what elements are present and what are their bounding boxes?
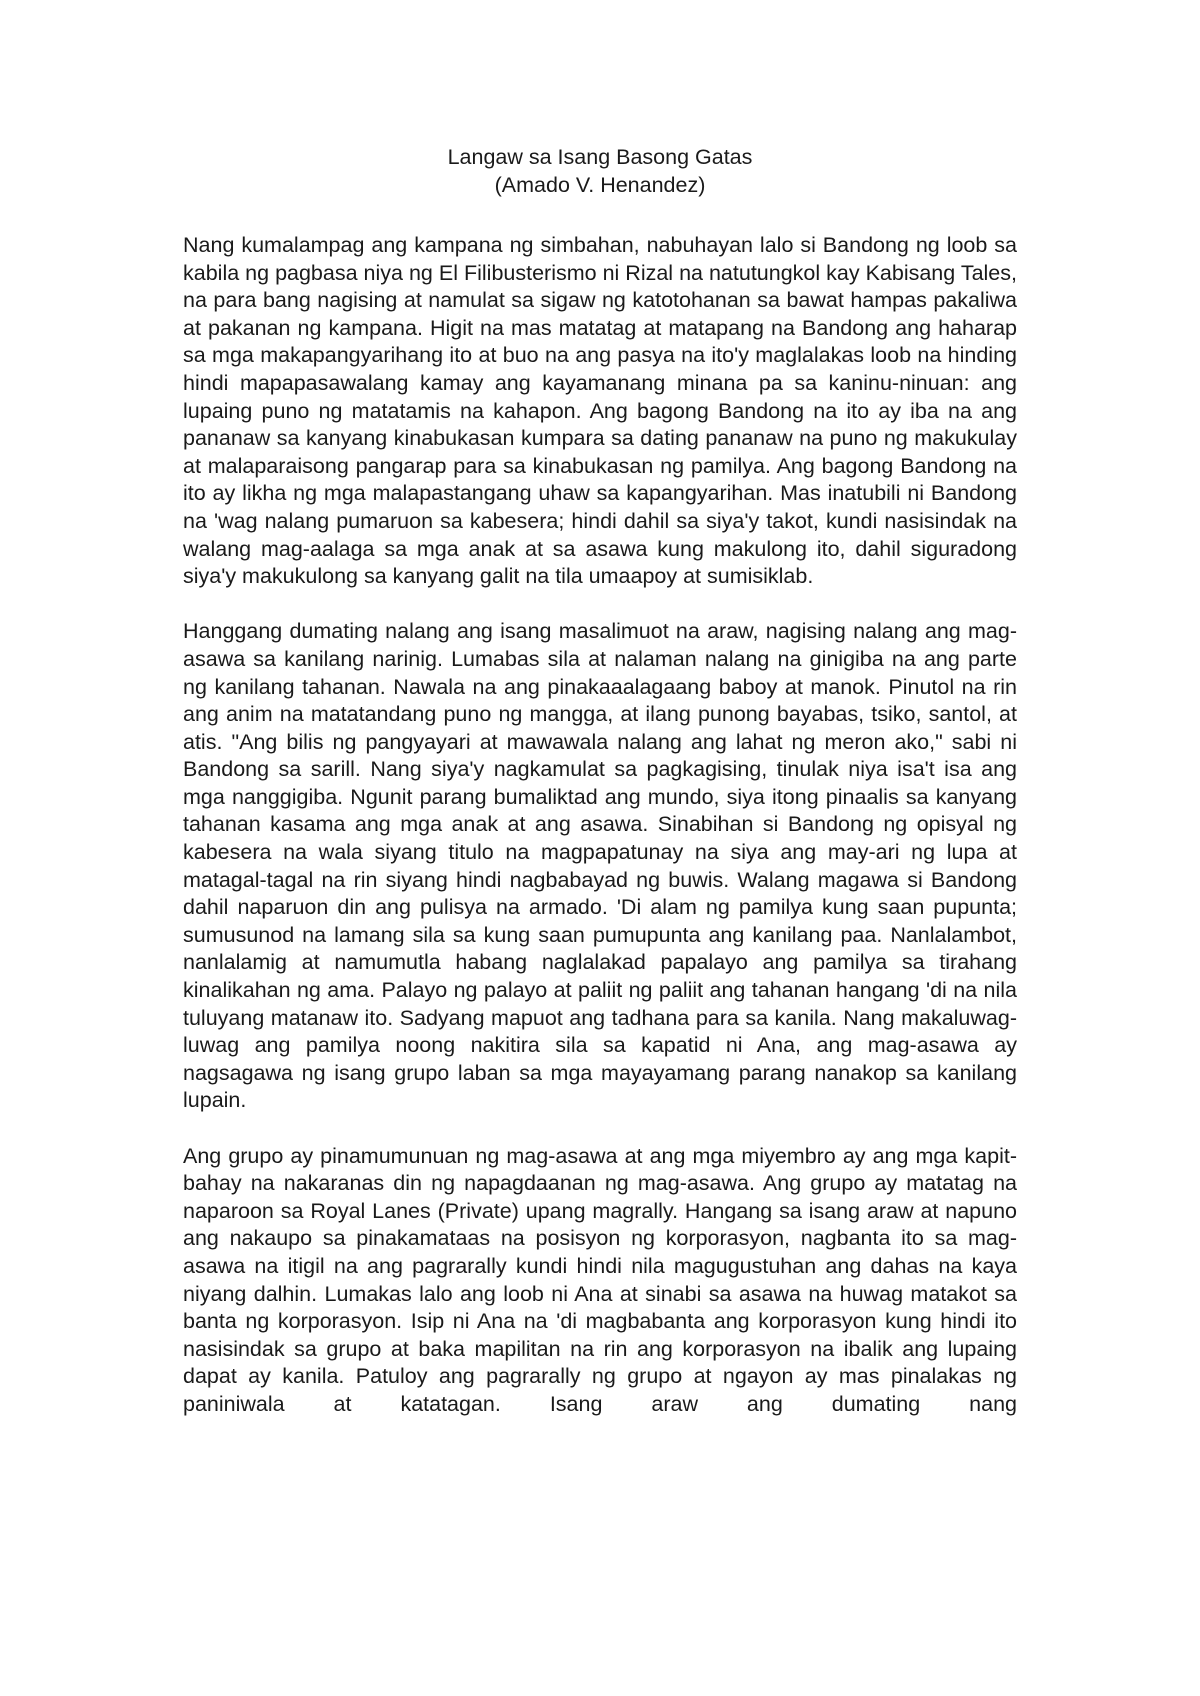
document-title: Langaw sa Isang Basong Gatas [447, 145, 753, 169]
paragraph-1: Nang kumalampag ang kampana ng simbahan, nabuhayan lalo si Bandong ng loob sa kabila ng pagbasa niya ng El Filibusterismo ni Rizal na natutungkol kay Kabisang Tales, na para bang nagising at namulat sa sigaw ng katotohanan sa bawat hampas pakaliwa at pakanan ng kampana. Higit na mas matatag at matapang na Bandong ang haharap sa mga makapangyarihang ito at buo na ang pasya na ito'y maglalakas loob na hinding hindi mapapasawalang kamay ang kayamanang minana pa sa kaninu-ninuan: ang lupaing puno ng matatamis na kahapon. Ang bagong Bandong na ito ay iba na ang pananaw sa kanyang kinabukasan kumpara sa dating pananaw na puno ng makukulay at malaparaisong pangarap para sa kinabukasan ng pamilya. Ang bagong Bandong na ito ay likha ng mga malapastangang uhaw sa kapangyarihan. Mas inatubili ni Bandong na 'wag nalang pumaruon sa kabesera; hindi dahil sa siya'y takot, kundi nasisindak na walang mag-aalaga sa mga anak at sa asawa kung makulong ito, dahil siguradong siya'y makukulong sa kanyang galit na tila umaapoy at sumisiklab. [183, 233, 1017, 589]
document-author: (Amado V. Henandez) [494, 173, 706, 197]
paragraph-2: Hanggang dumating nalang ang isang masalimuot na araw, nagising nalang ang mag-asawa sa kanilang narinig. Lumabas sila at nalaman nalang na ginigiba na ang parte ng kanilang tahanan. Nawala na ang pinakaaalagaang baboy at manok. Pinutol na rin ang anim na matatandang puno ng mangga, at ilang punong bayabas, tsiko, santol, at atis. "Ang bilis ng pangyayari at mawawala nalang ang lahat ng meron ako," sabi ni Bandong sa sarill. Nang siya'y nagkamulat sa pagkagising, tinulak niya isa't isa ang mga nanggigiba. Ngunit parang bumaliktad ang mundo, siya itong pinaalis sa kanyang tahanan kasama ang mga anak at ang asawa. Sinabihan si Bandong ng opisyal ng kabesera na wala siyang titulo na magpapatunay na siya ang may-ari ng lupa at matagal-tagal na rin siyang hindi nagbabayad ng buwis. Walang magawa si Bandong dahil naparuon din ang pulisya na armado. 'Di alam ng pamilya kung saan pupunta; sumusunod na lamang sila sa kung saan pumupunta ang kanilang paa. Nanlalambot, nanlalamig at namumutla habang naglalakad papalayo ang pamilya sa tirahang kinalikahan ng ama. Palayo ng palayo at paliit ng paliit ang tahanan hangang 'di na nila tuluyang matanaw ito. Sadyang mapuot ang tadhana para sa kanila. Nang makaluwag-luwag ang pamilya noong nakitira sila sa kapatid ni Ana, ang mag-asawa ay nagsagawa ng isang grupo laban sa mga mayayamang parang nanakop sa kanilang lupain. [183, 619, 1017, 1113]
document-body [183, 232, 1017, 1419]
paragraph-3: Ang grupo ay pinamumunuan ng mag-asawa at ang mga miyembro ay ang mga kapit-bahay na nakaranas din ng napagdaanan ng mag-asawa. Ang grupo ay matatag na naparoon sa Royal Lanes (Private) upang magrally. Hangang sa isang araw at napuno ang nakaupo sa pinakamataas na posisyon ng korporasyon, nagbanta ito sa mag-asawa na itigil na ang pagrarally kundi hindi nila magugustuhan ang dahas na kaya niyang dalhin. Lumakas lalo ang loob ni Ana at sinabi sa asawa na huwag matakot sa banta ng korporasyon. Isip ni Ana na 'di magbabanta ang korporasyon kung hindi ito nasisindak sa grupo at baka mapilitan na rin ang korporasyon na ibalik ang lupaing dapat ay kanila. Patuloy ang pagrarally ng grupo at ngayon ay mas pinalakas ng paniniwala at katatagan. Isang araw ang dumating nang [183, 1143, 1017, 1416]
document-header [0, 143, 1200, 199]
